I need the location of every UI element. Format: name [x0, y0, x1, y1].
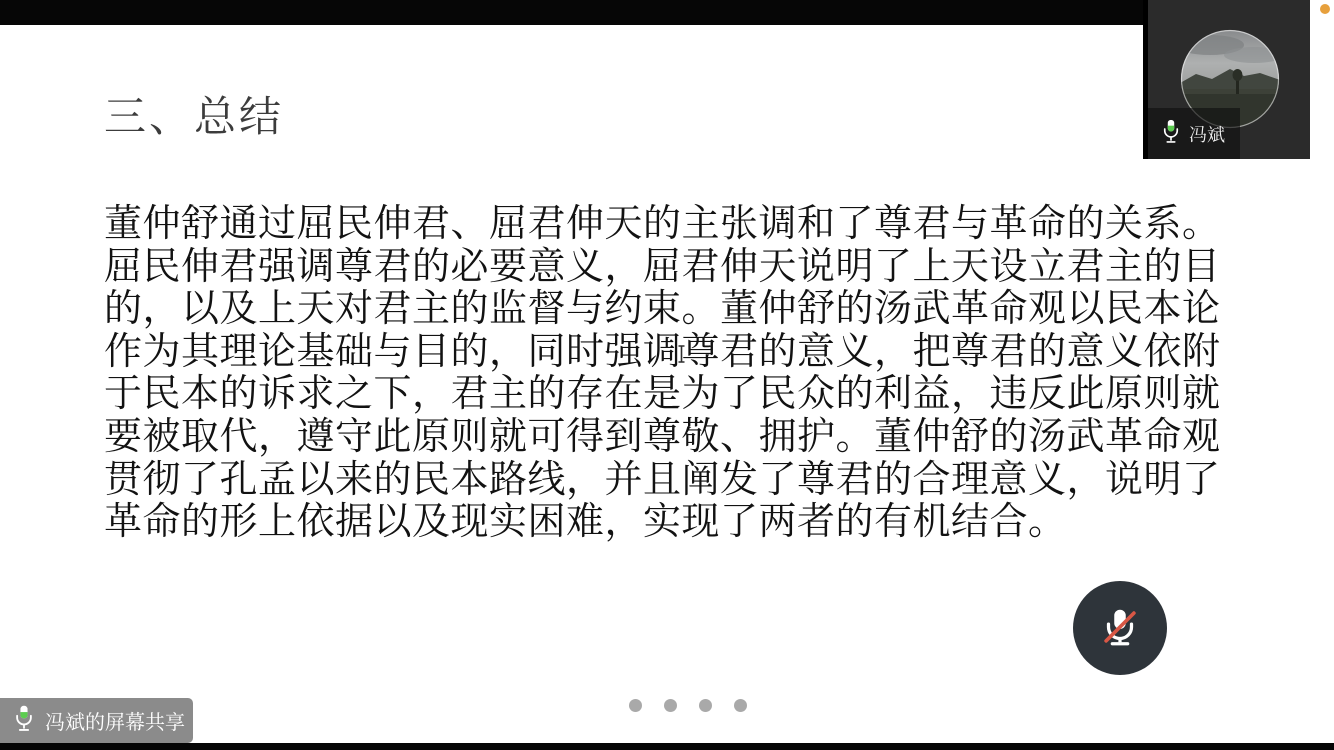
slide-pagination — [629, 699, 747, 712]
participant-name: 冯斌 — [1189, 124, 1225, 145]
screen-share-label: 冯斌的屏幕共享 — [45, 712, 185, 734]
microphone-mute-button[interactable] — [1073, 581, 1167, 675]
slide-body-text — [104, 203, 1244, 544]
body-line: 屈民伸君强调尊君的必要意义，屈君伸天说明了上天设立君主的目 — [104, 245, 1221, 288]
body-line: 贯彻了孔孟以来的民本路线，并且阐发了尊君的合理意义，说明了 — [104, 458, 1221, 501]
pagination-dot[interactable] — [734, 699, 747, 712]
body-line: 董仲舒通过屈民伸君、屈君伸天的主张调和了尊君与革命的关系。 — [104, 203, 1221, 245]
pagination-dot[interactable] — [664, 699, 677, 712]
pagination-dot[interactable] — [629, 699, 642, 712]
letterbox-bottom-bar — [0, 743, 1334, 750]
body-line: 革命的形上依据以及现实困难，实现了两者的有机结合。 — [104, 501, 1067, 544]
body-line: 要被取代，遵守此原则就可得到尊敬、拥护。董仲舒的汤武革命观 — [104, 415, 1221, 458]
body-line: 于民本的诉求之下，君主的存在是为了民众的利益，违反此原则就 — [104, 373, 1221, 416]
pagination-dot[interactable] — [699, 699, 712, 712]
screen-share-indicator — [0, 698, 193, 743]
slide-title: 三、总结 — [104, 93, 285, 140]
text-cursor-icon — [677, 345, 686, 363]
body-line: 作为其理论基础与目的，同时强调尊君的意义，把尊君的意义依附 — [104, 330, 1221, 373]
recording-status-dot — [1320, 4, 1330, 14]
mic-live-icon — [13, 704, 35, 738]
letterbox-top-bar — [0, 0, 1148, 25]
participant-name-badge — [1148, 108, 1240, 159]
body-line: 的，以及上天对君主的监督与约束。董仲舒的汤武革命观以民本论 — [104, 288, 1221, 331]
mic-muted-icon — [1097, 604, 1143, 653]
participant-video-tile[interactable] — [1143, 0, 1310, 159]
mic-live-icon — [1161, 118, 1181, 150]
